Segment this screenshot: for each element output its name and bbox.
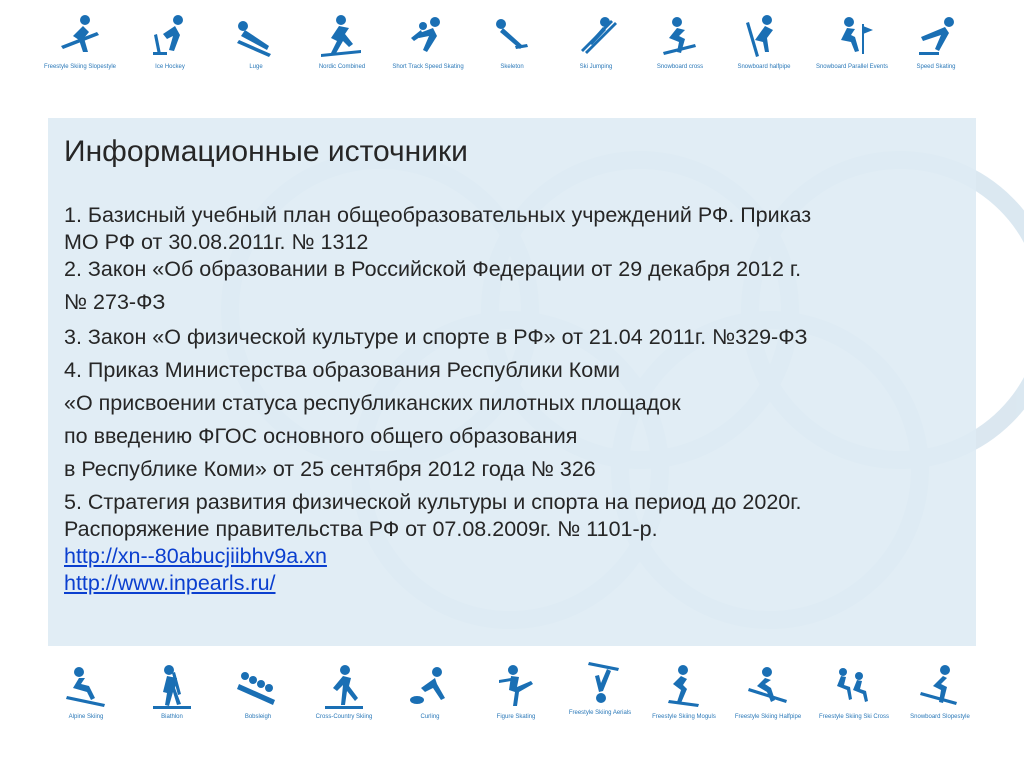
pictogram-caption: Biathlon — [161, 714, 183, 720]
source-line: «О присвоении статуса республиканских пилотных площадок — [64, 391, 681, 415]
cross-country-pictogram — [302, 662, 386, 721]
speed-skating-icon — [911, 12, 961, 62]
freestyle-skiing-pictogram — [38, 12, 122, 71]
pictogram-row-bottom — [0, 652, 1024, 767]
curling-icon — [405, 662, 455, 712]
nordic-combined-pictogram — [300, 12, 384, 71]
source-line: по введению ФГОС основного общего образования — [64, 424, 578, 448]
snowboard-parallel-icon — [827, 12, 877, 62]
sources-list — [64, 202, 964, 597]
alpine-skiing-icon — [61, 662, 111, 712]
source-line: Распоряжение правительства РФ от 07.08.2009г. № 1101-р. — [64, 517, 658, 541]
short-track-icon — [403, 12, 453, 62]
pictogram-caption: Snowboard Slopestyle — [910, 714, 970, 720]
bobsleigh-pictogram — [216, 662, 300, 721]
freestyle-halfpipe-pictogram — [726, 662, 810, 721]
source-line: в Республике Коми» от 25 сентября 2012 года № 326 — [64, 457, 596, 481]
nordic-combined-icon — [317, 12, 367, 62]
freestyle-moguls-pictogram — [642, 662, 726, 721]
luge-icon — [231, 12, 281, 62]
luge-pictogram — [214, 12, 298, 71]
skeleton-pictogram — [470, 12, 554, 71]
pictogram-caption: Freestyle Skiing Moguls — [652, 714, 716, 720]
ski-jumping-icon — [571, 12, 621, 62]
freestyle-aerials-icon — [575, 658, 625, 708]
snowboard-cross-pictogram — [638, 12, 722, 71]
pictogram-caption: Freestyle Skiing Slopestyle — [43, 64, 117, 70]
source-item — [64, 202, 964, 256]
pictogram-caption: Snowboard halfpipe — [737, 64, 791, 70]
source-line: 2. Закон «Об образовании в Российской Федерации от 29 декабря 2012 г. — [64, 257, 802, 281]
source-item — [64, 489, 964, 543]
snowboard-cross-icon — [655, 12, 705, 62]
pictogram-caption: Bobsleigh — [244, 714, 272, 720]
snowboard-parallel-pictogram — [810, 12, 894, 71]
pictogram-caption: Short Track Speed Skating — [392, 64, 464, 70]
source-item — [64, 324, 964, 351]
speed-skating-pictogram — [894, 12, 978, 71]
pictogram-caption: Freestyle Skiing Ski Cross — [818, 714, 890, 720]
pictogram-caption: Curling — [420, 714, 440, 720]
pictogram-caption: Alpine Skiing — [68, 714, 104, 720]
source-line: 5. Стратегия развития физической культуры и спорта на период до 2020г. — [64, 490, 802, 514]
pictogram-caption: Luge — [249, 64, 263, 70]
figure-skating-pictogram — [474, 662, 558, 721]
links — [64, 543, 964, 597]
freestyle-ski-cross-icon — [829, 662, 879, 712]
biathlon-icon — [147, 662, 197, 712]
source-line: № 273-ФЗ — [64, 290, 166, 314]
page-title: Информационные источники — [64, 135, 468, 168]
pictogram-caption: Figure Skating — [496, 714, 536, 720]
pictogram-row-top — [0, 0, 1024, 110]
pictogram-caption: Nordic Combined — [318, 64, 366, 70]
pictogram-caption: Skeleton — [500, 64, 524, 70]
ice-hockey-icon — [145, 12, 195, 62]
snowboard-halfpipe-pictogram — [722, 12, 806, 71]
ice-hockey-pictogram — [128, 12, 212, 71]
short-track-pictogram — [386, 12, 470, 71]
pictogram-caption: Freestyle Skiing Halfpipe — [734, 714, 802, 720]
freestyle-halfpipe-icon — [743, 662, 793, 712]
biathlon-pictogram — [130, 662, 214, 721]
source-item — [64, 357, 964, 483]
source-line: МО РФ от 30.08.2011г. № 1312 — [64, 230, 369, 254]
freestyle-aerials-pictogram — [558, 658, 642, 717]
skeleton-icon — [487, 12, 537, 62]
pictogram-caption: Freestyle Skiing Aerials — [568, 710, 632, 716]
snowboard-slopestyle-pictogram — [898, 662, 982, 721]
pictogram-caption: Cross-Country Skiing — [315, 714, 373, 720]
curling-pictogram — [388, 662, 472, 721]
pictogram-caption: Snowboard cross — [656, 64, 704, 70]
snowboard-halfpipe-icon — [739, 12, 789, 62]
ski-jumping-pictogram — [554, 12, 638, 71]
pictogram-caption: Speed Skating — [916, 64, 956, 70]
pictogram-caption: Snowboard Parallel Events — [815, 64, 889, 70]
bobsleigh-icon — [233, 662, 283, 712]
source-item — [64, 256, 964, 316]
freestyle-moguls-icon — [659, 662, 709, 712]
figure-skating-icon — [491, 662, 541, 712]
source-line: 4. Приказ Министерства образования Республики Коми — [64, 358, 620, 382]
pictogram-caption: Ice Hockey — [155, 64, 185, 70]
freestyle-ski-cross-pictogram — [812, 662, 896, 721]
source-line: 1. Базисный учебный план общеобразовательных учреждений РФ. Приказ — [64, 203, 812, 227]
source-line: 3. Закон «О физической культуре и спорте в РФ» от 21.04 2011г. №329-ФЗ — [64, 325, 808, 349]
source-link[interactable]: http://www.inpearls.ru/ — [64, 571, 276, 595]
pictogram-caption: Ski Jumping — [579, 64, 613, 70]
cross-country-icon — [319, 662, 369, 712]
source-link[interactable]: http://xn--80abucjiibhv9a.xn — [64, 544, 327, 568]
snowboard-slopestyle-icon — [915, 662, 965, 712]
freestyle-skiing-icon — [55, 12, 105, 62]
alpine-skiing-pictogram — [44, 662, 128, 721]
